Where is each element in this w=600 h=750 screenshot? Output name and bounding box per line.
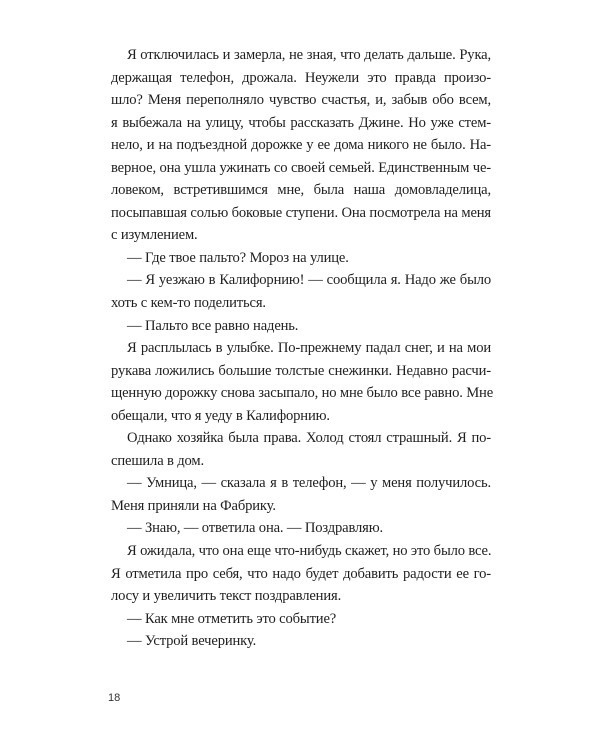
body-text (111, 44, 494, 653)
text-line: — Где твое пальто? Мороз на улице. (127, 249, 349, 266)
text-line: верное, она ушла ужинать со своей семьей. Единственным че- (111, 159, 491, 176)
text-line: Я отключилась и замерла, не зная, что делать дальше. Рука, (127, 47, 491, 63)
text-line: — Устрой вечеринку. (127, 633, 257, 650)
page-number: 18 (108, 692, 121, 704)
text-line: Я расплылась в улыбке. По-прежнему падал снег, и на мои (127, 340, 491, 357)
text-line: я выбежала на улицу, чтобы рассказать Джине. Но уже стем- (111, 114, 491, 131)
text-line: рукава ложились большие толстые снежинки. Недавно расчи- (111, 362, 491, 379)
text-line: лосу и увеличить текст поздравления. (111, 588, 342, 605)
text-line: — Знаю, — ответила она. — Поздравляю. (127, 520, 383, 537)
text-line: посыпавшая солью боковые ступени. Она посмотрела на меня (111, 204, 491, 221)
text-line: с изумлением. (111, 227, 198, 244)
text-line: Я ожидала, что она еще что-нибудь скажет, но это было все. (127, 543, 492, 560)
text-line: — Пальто все равно надень. (127, 317, 299, 334)
text-line: шло? Меня переполняло чувство счастья, и, забыв обо всем, (111, 92, 491, 109)
text-line: спешила в дом. (111, 452, 204, 469)
text-line: — Умница, — сказала я в телефон, — у меня получилось. (127, 475, 491, 492)
text-line: Я отметила про себя, что надо будет добавить радости ее го- (111, 565, 491, 582)
text-line: нело, и на подъездной дорожке у ее дома никого не было. На- (111, 137, 491, 154)
text-line: Меня приняли на Фабрику. (111, 497, 276, 514)
text-line: ловеком, встретившимся мне, была наша домовладелица, (111, 182, 491, 199)
text-line: держащая телефон, дрожала. Неужели это правда произо- (111, 69, 491, 86)
text-line: Однако хозяйка была права. Холод стоял страшный. Я по- (127, 430, 491, 447)
text-line: — Я уезжаю в Калифорнию! — сообщила я. Надо же было (127, 272, 491, 289)
text-line: хоть с кем-то поделиться. (111, 295, 266, 312)
text-line: щенную дорожку снова засыпало, но мне было все равно. Мне (111, 385, 494, 402)
text-line: — Как мне отметить это событие? (127, 610, 337, 627)
text-line: обещали, что я уеду в Калифорнию. (111, 407, 330, 424)
